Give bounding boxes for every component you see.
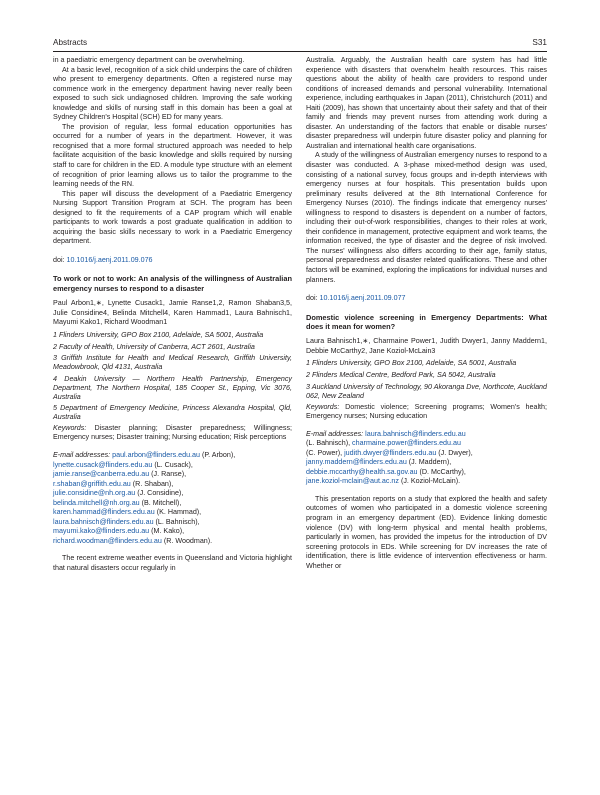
email-owner: (L. Bahnisch),	[153, 517, 200, 526]
email-link[interactable]: r.shaban@griffith.edu.au	[53, 479, 131, 488]
keywords-text: Domestic violence; Screening programs; Women's health; Emergency nurses; Nursing education	[306, 402, 547, 421]
abstract-title: Domestic violence screening in Emergency Departments: What does it mean for women?	[306, 312, 547, 332]
email-link[interactable]: laura.bahnisch@flinders.edu.au	[365, 429, 466, 438]
email-link[interactable]: karen.hammad@flinders.edu.au	[53, 508, 155, 517]
affiliation: 3 Auckland University of Technology, 90 Akoranga Dve, Northcote, Auckland 062, New Zealand	[306, 382, 547, 400]
email-label: E-mail addresses:	[53, 450, 111, 459]
email-owner: (J. Dwyer),	[436, 448, 473, 457]
doi-line	[53, 256, 292, 266]
email-owner: (P. Arbon),	[199, 450, 236, 459]
email-link[interactable]: laura.bahnisch@flinders.edu.au	[53, 517, 154, 526]
page-number: S31	[532, 38, 547, 47]
email-link[interactable]: belinda.mitchell@nh.org.au	[53, 498, 140, 507]
affiliation: 2 Faculty of Health, University of Canberra, ACT 2601, Australia	[53, 342, 255, 351]
paragraph: This paper will discuss the development of a Paediatric Emergency Nursing Support Transition Program at SCH. The program has been designed to fit the requirements of a CAP program which will enable participants to work towards a post graduate qualification in addition to acquiring the basic skills necessary to work in a Paediatric Emergency department.	[53, 189, 292, 246]
left-column	[53, 56, 292, 574]
keywords	[53, 424, 292, 443]
email-owner: (R. Shaban),	[130, 479, 174, 488]
author-list: Laura Bahnisch1,∗, Charmaine Power1, Judith Dwyer1, Janny Maddern1, Debbie McCarthy2, Jane Koziol-McLain3	[306, 337, 547, 355]
affiliation: 1 Flinders University, GPO Box 2100, Adelaide, SA 5001, Australia	[53, 330, 264, 339]
doi-label: doi:	[53, 255, 65, 264]
keywords	[306, 403, 547, 422]
paragraph: The recent extreme weather events in Queensland and Victoria highlight that natural disasters occur regularly in	[53, 554, 292, 572]
email-owner: (J. Maddern),	[406, 458, 452, 467]
paragraph: A study of the willingness of Australian emergency nurses to respond to a disaster was conducted. A 3-phase mixed-method design was used, consisting of a national survey, focus groups and in-depth interviews with emergency nurses at four hospitals. This presentation builds upon preliminary results delivered at the 8th International Conference for Emergency Nurses (2010). The findings indicate that emergency nurses' willingness to respond to disasters is dependent on a number of factors, including their out-of-work responsibilities, changes to their roles at work, their confidence in management, protective equipment and work teams, the information received, the type of disaster and the degree of risk involved. The nurses' willingness also differs according to their age, family status, personal preparedness and disaster related qualifications. These and other factors will be examined, exploring the implications for individual nurses and planners.	[306, 151, 547, 284]
email-owner: (C. Power),	[306, 448, 345, 457]
email-link[interactable]: charmaine.power@flinders.edu.au	[352, 439, 461, 448]
doi-link[interactable]: 10.1016/j.aenj.2011.09.077	[319, 294, 406, 303]
email-link[interactable]: jamie.ranse@canberra.edu.au	[53, 470, 150, 479]
email-link[interactable]: mayumi.kako@flinders.edu.au	[53, 527, 150, 536]
email-link[interactable]: paul.arbon@flinders.edu.au	[112, 450, 200, 459]
email-owner: (J. Considine),	[135, 489, 184, 498]
paragraph: The provision of regular, less formal education opportunities has occurred for a number of years in the department. However, it was recognised that a more formal structured approach was needed to help facilitate acquisition of the basic knowledge and skills required by nursing staff to care for children in the ED. A module type structure with an element of recognition of prior learning allows us to tailor the programme to the learning needs of the RN.	[53, 122, 292, 189]
email-link[interactable]: judith.dwyer@flinders.edu.au	[344, 448, 437, 457]
email-link[interactable]: jane.koziol-mclain@aut.ac.nz	[306, 477, 399, 486]
email-link[interactable]: julie.considine@nh.org.au	[53, 489, 136, 498]
email-owner: (R. Woodman).	[161, 536, 213, 545]
affiliation: 4 Deakin University — Northern Health Partnership, Emergency Department, The Northern Hospital, 185 Cooper St., Epping, Vic 3076, Australia	[53, 374, 292, 401]
email-owner: (M. Kako),	[149, 527, 185, 536]
email-link[interactable]: janny.maddern@flinders.edu.au	[306, 458, 407, 467]
paragraph: At a basic level, recognition of a sick child underpins the care of children who present to emergency departments. Often a registered nurse may commence work in the emergency department having never really been exposed to such sick undiagnosed children. Improving the safe working knowledge and skills of nursing staff in this domain has been a goal at Sydney Children's Hospital (SCH) ED for many years.	[53, 65, 292, 122]
abstract-title: To work or not to work: An analysis of the willingness of Australian emergency nurses to respond to a disaster	[53, 274, 292, 294]
email-label: E-mail addresses:	[306, 429, 364, 438]
keywords-text: Disaster planning; Disaster preparedness; Willingness; Emergency nurses; Disaster training; Nursing education; Risk perceptions	[53, 423, 292, 442]
section-name: Abstracts	[53, 38, 88, 47]
doi-link[interactable]: 10.1016/j.aenj.2011.09.076	[66, 255, 153, 264]
email-block	[306, 430, 547, 487]
affiliation: 5 Department of Emergency Medicine, Princess Alexandra Hospital, Qld, Australia	[53, 404, 292, 422]
email-owner: (L. Cusack),	[152, 460, 193, 469]
email-owner: (K. Hammad),	[154, 508, 202, 517]
email-owner: (B. Mitchell),	[139, 498, 182, 507]
paragraph: Australia. Arguably, the Australian health care system has had little experience with disasters that overwhelm health resources. This raises questions about the ability of health care providers to respond under conditions of increased demands and personal vulnerability. International experience, including earthquakes in Japan (2011), Christchurch (2011) and Haiti (2009), has shown that uncertainty about their safety and that of their family and friends may prevent nurses from attending work during a disaster. An understanding of the factors that enable or disable nurses' disaster preparedness will underpin future disaster policy and planning for Australian and international health care organisations.	[306, 56, 547, 150]
author-list: Paul Arbon1,∗, Lynette Cusack1, Jamie Ranse1,2, Ramon Shaban3,5, Julie Considine4, Belinda Mitchell4, Karen Hammad1, Laura Bahnisch1, Mayumi Kako1, Richard Woodman1	[53, 299, 292, 327]
keywords-label: Keywords:	[53, 423, 87, 432]
email-owner: (J. Koziol-McLain).	[398, 477, 461, 486]
email-owner: (D. McCarthy),	[417, 467, 466, 476]
paragraph: in a paediatric emergency department can be overwhelming.	[53, 56, 245, 64]
keywords-label: Keywords:	[306, 402, 340, 411]
email-block	[53, 451, 292, 546]
header-rule	[53, 51, 547, 52]
email-link[interactable]: richard.woodman@flinders.edu.au	[53, 536, 162, 545]
affiliation: 2 Flinders Medical Centre, Bedford Park, SA 5042, Australia	[306, 371, 496, 380]
doi-line	[306, 294, 547, 304]
right-column	[306, 56, 547, 571]
affiliation: 3 Griffith Institute for Health and Medical Research, Griffith University, Meadowbrook, Qld 4131, Australia	[53, 354, 292, 372]
email-link[interactable]: lynette.cusack@flinders.edu.au	[53, 460, 153, 469]
running-header	[53, 38, 547, 52]
email-link[interactable]: debbie.mccarthy@health.sa.gov.au	[306, 467, 418, 476]
paragraph: This presentation reports on a study that explored the health and safety outcomes of women who participated in a domestic violence screening program in an emergency department (ED). Evidence linking domestic violence (DV) with long-term physical and mental health problems, particularly in women, has provided the impetus for the introduction of DV screening protocols in EDs. While screening for DV increases the rate of identification, there is little evidence of intervention effectiveness or harm. Whether or	[306, 494, 547, 570]
affiliation: 1 Flinders University, GPO Box 2100, Adelaide, SA 5001, Australia	[306, 359, 517, 368]
email-owner: (L. Bahnisch),	[306, 439, 353, 448]
doi-label: doi:	[306, 294, 318, 303]
email-owner: (J. Ranse),	[149, 470, 187, 479]
